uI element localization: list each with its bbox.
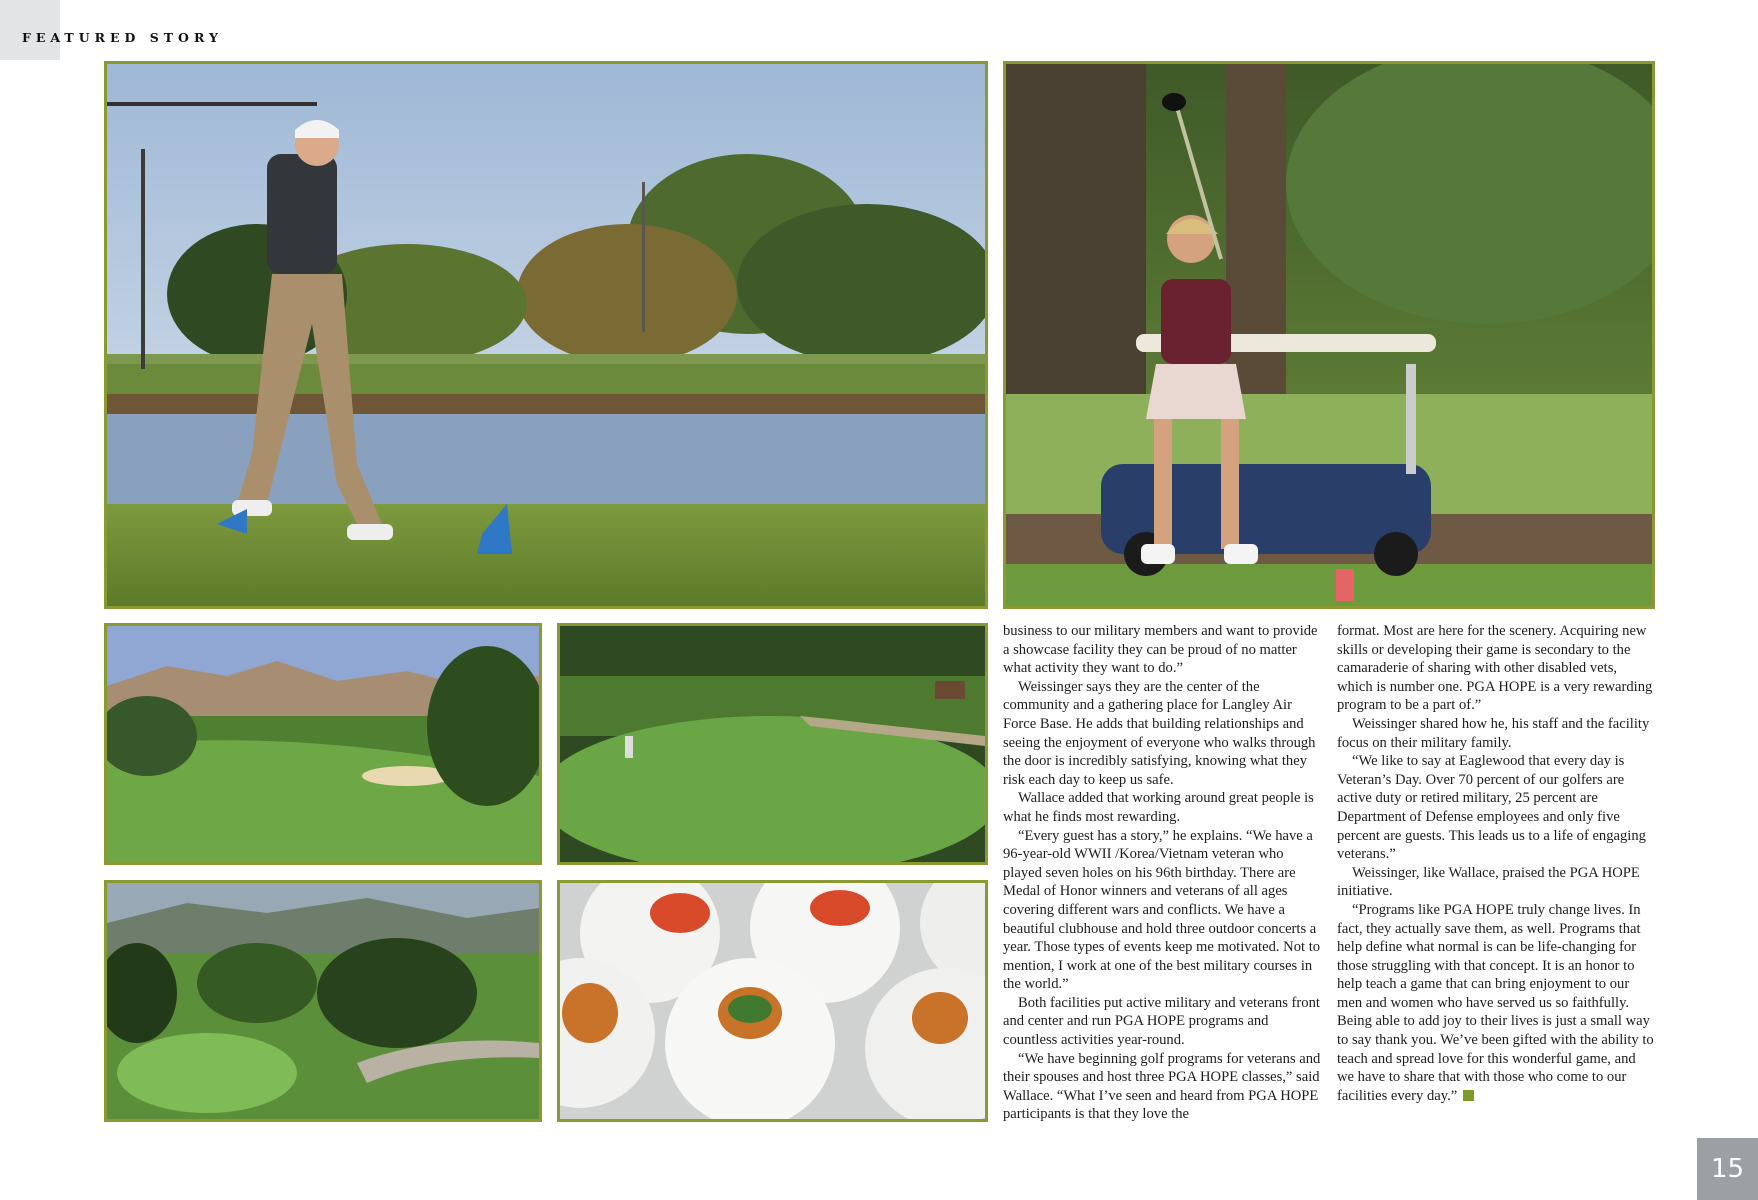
paragraph-last <box>1337 901 1655 1106</box>
end-mark-icon <box>1463 1090 1474 1101</box>
putting-green-icon <box>560 626 985 862</box>
paragraph: Wallace added that working around great people is what he finds most rewarding. <box>1003 790 1314 825</box>
paragraph: business to our military members and want to provide a showcase facility they can be proud of no matter what activity they want to do.” <box>1003 623 1318 677</box>
paragraph: Both facilities put active military and veterans front and center and run PGA HOPE programs and countless activities year-round. <box>1003 994 1320 1049</box>
paragraph: Weissinger, like Wallace, praised the PGA HOPE initiative. <box>1337 864 1640 900</box>
paragraph: “Every guest has a story,” he explains. “We have a 96-year-old WWII /Korea/Vietnam veteran who played seven holes on his 96th birthday. There are Medal of Honor winners and veterans of all ages covering different wars and conflicts. We have a beautiful clubhouse and hold three outdoor concerts a year. Those types of events keep me motivated. Not to mention, I work at one of the best military courses in the world.” <box>1003 827 1321 993</box>
aerial-course-icon <box>107 883 539 1119</box>
photo-aerial-course <box>104 880 542 1122</box>
section-label: FEATURED STORY <box>22 30 223 45</box>
mountain-fairway-icon <box>107 626 539 862</box>
photo-golfer-man-swing <box>104 61 988 609</box>
paragraph: Weissinger says they are the center of the community and a gathering place for Langley Air Force Base. He adds that building relationships and seeing the enjoyment of everyone who walks through the door is incredibly satisfying, knowing what they risk each day to keep us safe. <box>1003 678 1316 788</box>
photo-mountain-fairway <box>104 623 542 865</box>
golfer-woman-swing-icon <box>1006 64 1652 606</box>
paragraph-text: “Programs like PGA HOPE truly change lives. In fact, they actually save them, as well. Programs that help define what normal is can be life-changing for those struggling with that concept. It is an honor to help teach a game that can bring enjoyment to our men and women who have served us so faithfully. Being able to add joy to their lives is just a small way to say thank you. We’ve been gifted with the ability to teach and spread love for this wonderful game, and we have to share that with those who come to our facilities every day.” <box>1337 901 1654 1104</box>
photo-golf-balls <box>557 880 988 1122</box>
photo-putting-green <box>557 623 988 865</box>
golfer-man-swing-icon <box>107 64 985 606</box>
article-column-1 <box>1003 622 1321 1124</box>
paragraph: “We have beginning golf programs for veterans and their spouses and host three PGA HOPE classes,” said Wallace. “What I’ve seen and heard from PGA HOPE participants is that they love the <box>1003 1050 1321 1123</box>
photo-golfer-woman-swing <box>1003 61 1655 609</box>
paragraph: Weissinger shared how he, his staff and the facility focus on their military family. <box>1337 715 1650 751</box>
golf-balls-logo-icon <box>560 883 985 1119</box>
paragraph: “We like to say at Eaglewood that every day is Veteran’s Day. Over 70 percent of our golfers are active duty or retired military, 25 percent are Department of Defense employees and only five percent are guests. This leads us to a life of engaging veterans.” <box>1337 753 1646 863</box>
article-column-2 <box>1337 622 1655 1105</box>
paragraph: format. Most are here for the scenery. Acquiring new skills or developing their game is secondary to the camaraderie of sharing with other disabled vets, which is number one. PGA HOPE is a very rewarding program to be a part of.” <box>1337 623 1653 714</box>
page-number: 15 <box>1697 1138 1758 1200</box>
